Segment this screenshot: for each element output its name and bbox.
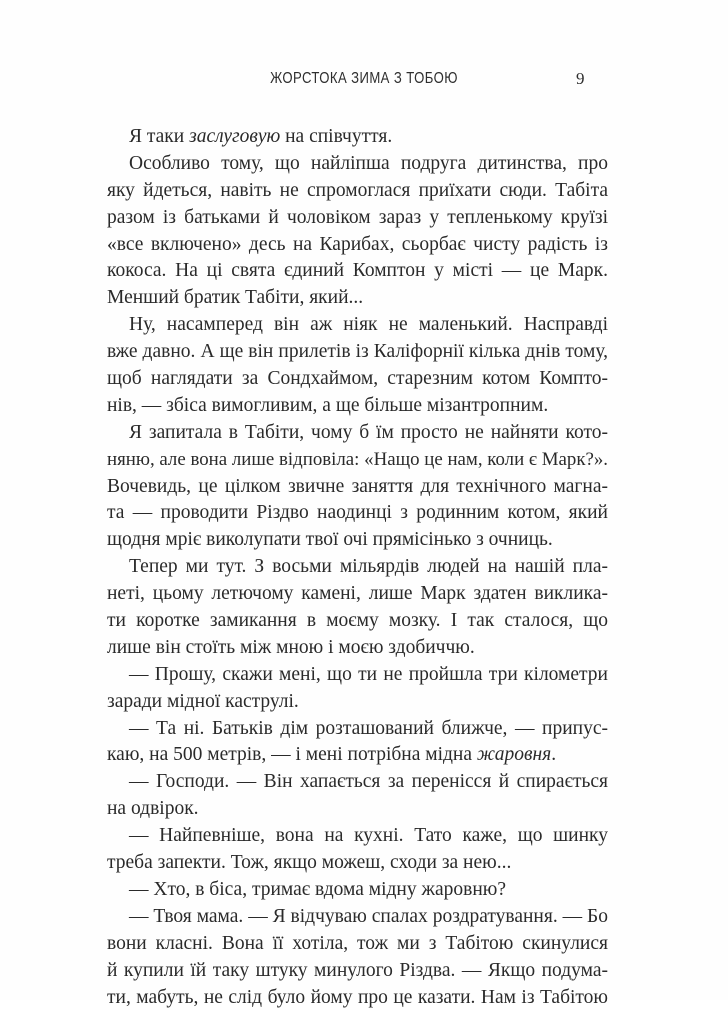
- text-line: заради мідної каструлі.: [107, 689, 608, 716]
- text-line: щоб наглядати за Сондхаймом, старезним котом Компто-: [107, 366, 608, 393]
- text-line: разом із батьками й чоловіком зараз у тепленькому круїзі: [107, 205, 608, 232]
- text-line: лише він стоїть між мною і моєю здобиччю.: [107, 635, 608, 662]
- text-line: кокоса. На ці свята єдиний Комптон у місті — це Марк.: [107, 258, 608, 285]
- text-line: Менший братик Табіти, який...: [107, 285, 608, 312]
- text-line: [107, 742, 608, 769]
- text-line: ти, мабуть, не слід було йому про це казати. Нам із Табітою: [107, 985, 608, 1011]
- text-run: Я таки: [129, 126, 189, 147]
- text-line: Я запитала в Табіти, чому б їм просто не найняти кото-: [107, 420, 608, 447]
- text-line: й купили їй таку штуку минулого Різдва. — Якщо подума-: [107, 958, 608, 985]
- text-line: — Та ні. Батьків дім розташований ближче, — припус-: [107, 716, 608, 743]
- text-line: Ну, насамперед він аж ніяк не маленький. Насправді: [107, 312, 608, 339]
- text-line: — Найпевніше, вона на кухні. Тато каже, що шинку: [107, 823, 608, 850]
- text-run: .: [551, 744, 556, 765]
- text-line: Тепер ми тут. З восьми мільярдів людей на нашій пла-: [107, 554, 608, 581]
- running-title: ЖОРСТОКА ЗИМА З ТОБОЮ: [66, 70, 663, 88]
- text-line: вони класні. Вона її хотіла, тож ми з Табітою скинулися: [107, 931, 608, 958]
- text-line: на одвірок.: [107, 796, 608, 823]
- text-run: каю, на 500 метрів, — і мені потрібна мідна: [107, 744, 477, 765]
- body-text: [107, 124, 608, 1011]
- text-line: — Господи. — Він хапається за перенісся й спирається: [107, 769, 608, 796]
- page-number: 9: [576, 69, 585, 89]
- text-line: няню, але вона лише відповіла: «Нащо це нам, коли є Марк?».: [107, 447, 608, 474]
- emphasized-word: заслуговую: [189, 126, 280, 147]
- text-line: треба запекти. Тож, якщо можеш, сходи за нею...: [107, 850, 608, 877]
- text-line: [107, 124, 608, 151]
- text-line: Особливо тому, що найліпша подруга дитинства, про: [107, 151, 608, 178]
- text-line: та — проводити Різдво наодинці з родинним котом, який: [107, 500, 608, 527]
- text-line: вже давно. А ще він прилетів із Каліфорнії кілька днів тому,: [107, 339, 608, 366]
- text-line: ти коротке замикання в моєму мозку. І так сталося, що: [107, 608, 608, 635]
- text-run: на співчуття.: [280, 126, 392, 147]
- text-line: — Твоя мама. — Я відчуваю спалах роздратування. — Бо: [107, 904, 608, 931]
- text-line: — Хто, в біса, тримає вдома мідну жаровню?: [107, 877, 608, 904]
- text-line: «все включено» десь на Карибах, сьорбає чисту радість із: [107, 232, 608, 259]
- text-line: нів, — збіса вимогливим, а ще більше мізантропним.: [107, 393, 608, 420]
- emphasized-word: жаровня: [477, 744, 551, 765]
- text-line: неті, цьому летючому камені, лише Марк здатен виклика-: [107, 581, 608, 608]
- text-line: — Прошу, скажи мені, що ти не пройшла три кілометри: [107, 662, 608, 689]
- text-line: Вочевидь, це цілком звичне заняття для технічного магна-: [107, 474, 608, 501]
- text-line: яку йдеться, навіть не спромоглася приїхати сюди. Табіта: [107, 178, 608, 205]
- text-line: щодня мріє виколупати твої очі прямісінько з очниць.: [107, 527, 608, 554]
